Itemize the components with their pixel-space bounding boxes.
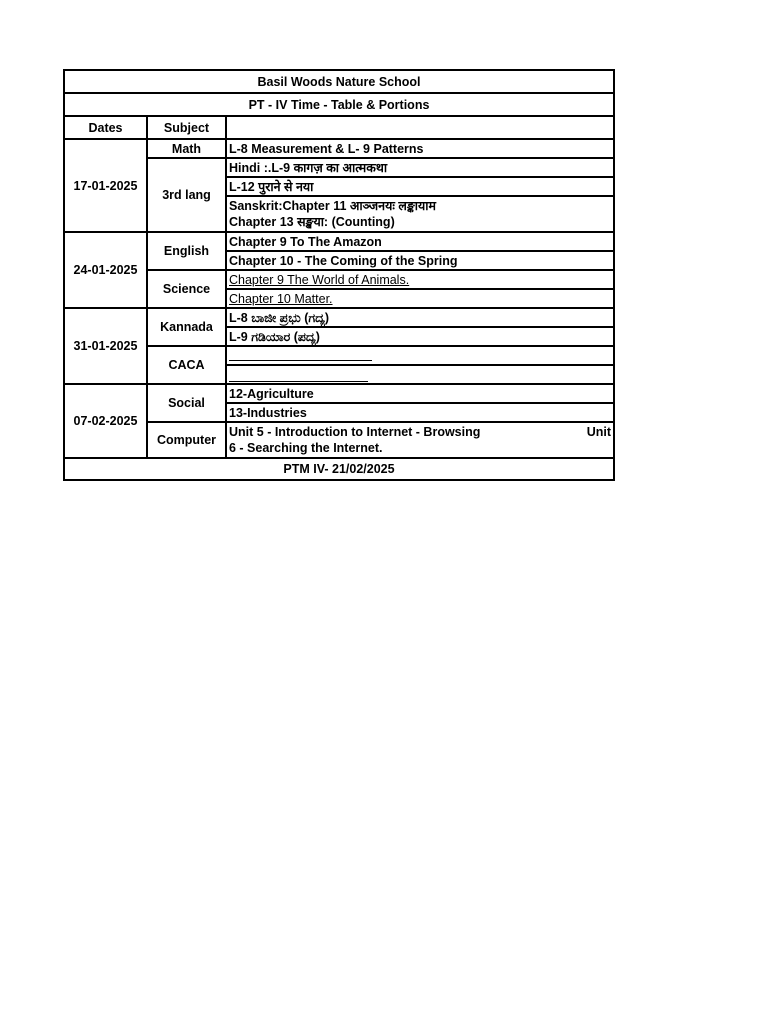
date-cell: 24-01-2025 [64, 232, 147, 308]
subject-cell: 3rd lang [147, 158, 226, 232]
ptm-footer: PTM IV- 21/02/2025 [64, 458, 614, 480]
date-cell: 31-01-2025 [64, 308, 147, 384]
portion-cell [226, 196, 614, 232]
portion-line [229, 424, 611, 440]
portion-cell [226, 346, 614, 365]
date-cell: 17-01-2025 [64, 139, 147, 232]
timetable [63, 69, 615, 481]
subject-cell: Computer [147, 422, 226, 458]
portion-cell: L-8 ಬಾಜೀ ಪ್ರಭು (ಗದ್ಯ) [226, 308, 614, 327]
subject-cell: Science [147, 270, 226, 308]
portion-cell [226, 365, 614, 384]
portion-cell [226, 289, 614, 308]
subject-cell: Kannada [147, 308, 226, 346]
portion-text: Unit 5 - Introduction to Internet - Browsing [229, 425, 481, 439]
portion-line: Sanskrit:Chapter 11 आञ्जनयः लङ्कायाम [229, 199, 436, 213]
portion-text: Chapter 9 The World of Animals. [229, 272, 410, 287]
header-dates: Dates [64, 116, 147, 139]
blank-line [229, 381, 368, 382]
header-portions [226, 116, 614, 139]
portion-line: Chapter 13 सङ्खया: (Counting) [229, 215, 395, 229]
portion-cell: 12-Agriculture [226, 384, 614, 403]
portion-cell: L-9 ಗಡಿಯಾರ (ಪದ್ಯ) [226, 327, 614, 346]
blank-line [229, 360, 372, 361]
portion-cell: 13-Industries [226, 403, 614, 422]
subject-cell: CACA [147, 346, 226, 384]
portion-cell [226, 270, 614, 289]
date-cell: 07-02-2025 [64, 384, 147, 458]
portion-line: 6 - Searching the Internet. [229, 441, 383, 455]
portion-cell: Chapter 9 To The Amazon [226, 232, 614, 251]
portion-text: Unit [586, 425, 612, 439]
portion-cell [226, 422, 614, 458]
portion-cell: L-12 पुराने से नया [226, 177, 614, 196]
subject-cell: Social [147, 384, 226, 422]
subject-cell: Math [147, 139, 226, 158]
portion-cell: L-8 Measurement & L- 9 Patterns [226, 139, 614, 158]
school-name: Basil Woods Nature School [64, 70, 614, 93]
subject-cell: English [147, 232, 226, 270]
portion-text: Chapter 10 Matter. [229, 291, 333, 306]
header-subject: Subject [147, 116, 226, 139]
portion-cell: Hindi :.L-9 कागज़ का आत्मकथा [226, 158, 614, 177]
timetable-subtitle: PT - IV Time - Table & Portions [64, 93, 614, 116]
portion-cell: Chapter 10 - The Coming of the Spring [226, 251, 614, 270]
